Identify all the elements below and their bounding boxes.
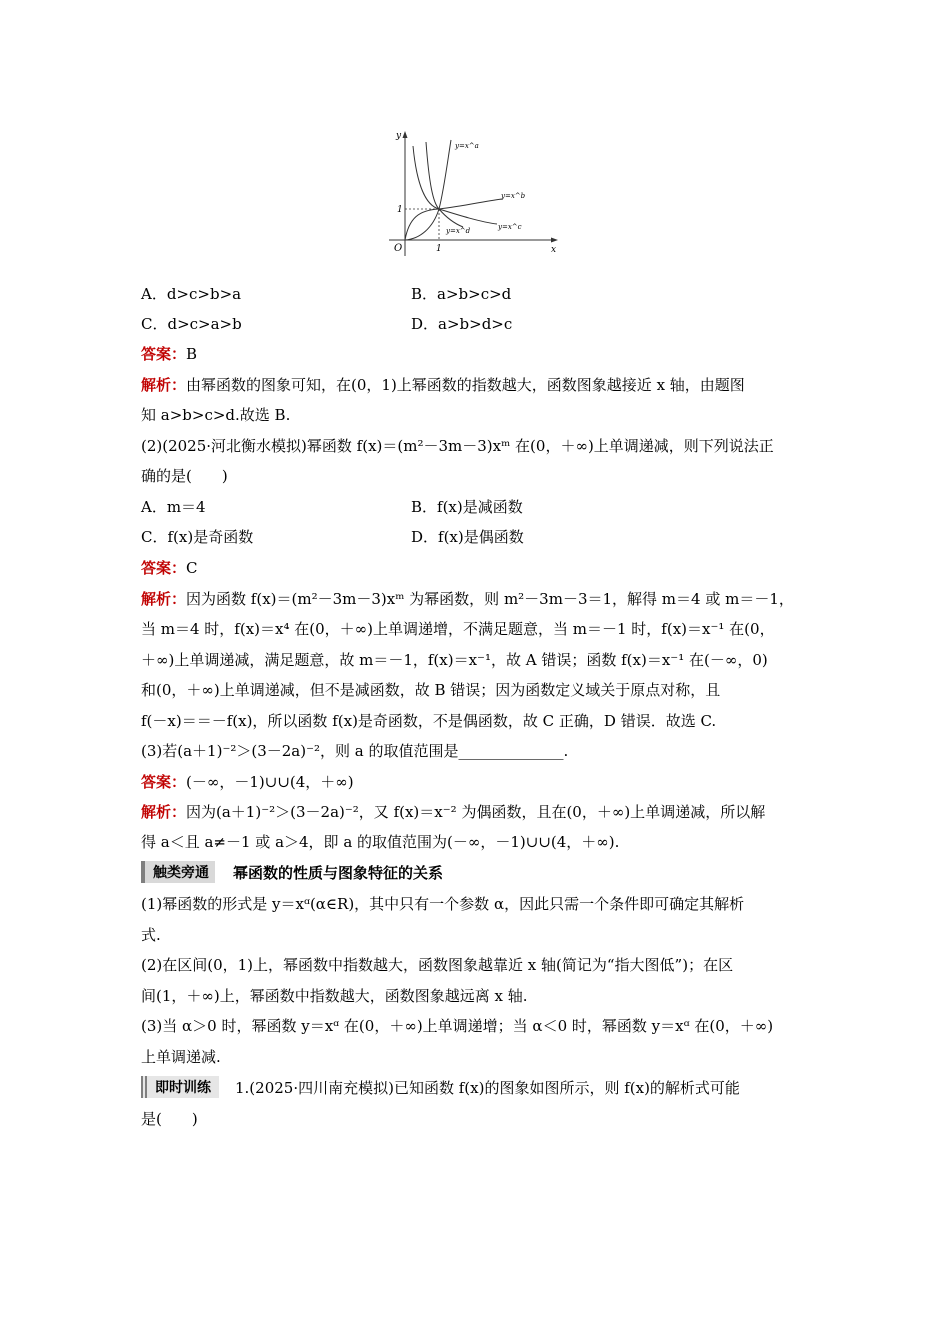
q2-analysis-4: 和(0，＋∞)上单调递减，但不是减函数，故 B 错误；因为函数定义域关于原点对称，且 [141,681,721,699]
q3-analysis-2: 得 a＜且 a≠－1 或 a＞4，即 a 的取值范围为(－∞，－1)∪∪(4，＋∞). [141,833,620,851]
summary-p3-2: 上单调递减. [141,1048,221,1066]
answer-value: B [186,345,198,363]
q1-option-b: B．a>b>c>d [411,285,512,303]
answer-value: (－∞，－1)∪∪(4，＋∞) [186,773,354,791]
summary-p1-1: (1)幂函数的形式是 y＝xᵅ(α∈R)，其中只有一个参数 α，因此只需一个条件即可确定其解析 [141,895,745,913]
q2-analysis-2: 当 m＝4 时，f(x)＝x⁴ 在(0，＋∞)上单调递增，不满足题意，当 m＝－1 时，f(x)＝x⁻¹ 在(0， [141,620,775,638]
curve-d-label: y=x^d [446,227,471,235]
summary-heading [141,861,443,883]
analysis-label: 解析： [141,590,187,608]
q2-analysis-3: ＋∞)上单调递减，满足题意，故 m＝－1，f(x)＝x⁻¹，故 A 错误；函数 f(x)＝x⁻¹ 在(－∞，0) [141,651,768,669]
q2-option-d: D．f(x)是偶函数 [411,528,524,546]
analysis-text: 因为函数 f(x)＝(m²－3m－3)xᵐ 为幂函数，则 m²－3m－3＝1，解得 m＝4 或 m＝－1， [186,590,794,608]
q2-answer [141,557,198,579]
q2-stem-2: 确的是( ) [141,467,228,485]
q1-analysis-1 [141,374,745,396]
summary-title: 幂函数的性质与图象特征的关系 [233,863,444,882]
answer-label: 答案： [141,559,187,577]
analysis-label: 解析： [141,376,187,394]
x-axis-label: x [551,245,557,255]
practice-tag: 即时训练 [141,1076,219,1098]
summary-p2-2: 间(1，＋∞)上，幂函数中指数越大，函数图象越远离 x 轴. [141,987,528,1005]
summary-p3-1: (3)当 α＞0 时，幂函数 y＝xᵅ 在(0，＋∞)上单调递增；当 α＜0 时，幂函数 y＝xᵅ 在(0，＋∞) [141,1017,774,1035]
summary-p2-1: (2)在区间(0，1)上，幂函数中指数越大，函数图象越靠近 x 轴(简记为“指大图低”)；在区 [141,956,734,974]
q3-analysis-1 [141,801,765,823]
tick-one-x: 1 [436,244,442,254]
q2-option-b: B．f(x)是减函数 [411,498,523,516]
answer-label: 答案： [141,345,187,363]
curve-c-label: y=x^c [498,223,522,231]
origin-label: O [394,243,403,254]
q1-analysis-2: 知 a>b>c>d.故选 B. [141,406,291,424]
curve-a-label: y=x^a [455,142,479,150]
answer-value: C [186,559,198,577]
q1-option-a: A．d>c>b>a [141,285,242,303]
q2-stem-1: (2)(2025·河北衡水模拟)幂函数 f(x)＝(m²－3m－3)xᵐ 在(0，＋∞)上单调递减，则下列说法正 [141,437,774,455]
practice-q1-line2: 是( ) [141,1110,198,1128]
curve-b-label: y=x^b [501,192,526,200]
tick-one-y: 1 [397,205,403,215]
summary-tag: 触类旁通 [141,861,215,883]
q1-option-c: C．d>c>a>b [141,315,242,333]
q2-analysis-5: f(－x)＝＝－f(x)，所以函数 f(x)是奇函数，不是偶函数，故 C 正确，D 错误．故选 C. [141,712,717,730]
y-axis-label: y [396,131,402,141]
power-function-figure [385,128,565,260]
summary-p1-2: 式. [141,926,161,944]
answer-label: 答案： [141,773,187,791]
curve-c [413,146,497,224]
q2-analysis-1 [141,588,794,610]
analysis-text: 由幂函数的图象可知，在(0，1)上幂函数的指数越大，函数图象越接近 x 轴，由题图 [186,376,745,394]
curve-a [405,140,451,240]
analysis-label: 解析： [141,803,187,821]
practice-heading [141,1076,740,1098]
analysis-text: 因为(a＋1)⁻²＞(3－2a)⁻²，又 f(x)＝x⁻² 为偶函数，且在(0，＋∞)上单调递减，所以解 [186,803,766,821]
q2-option-a: A．m＝4 [141,498,206,516]
q2-option-c: C．f(x)是奇函数 [141,528,254,546]
practice-q1-line1: 1.(2025·四川南充模拟)已知函数 f(x)的图象如图所示，则 f(x)的解析式可能 [235,1078,740,1097]
q3-stem: (3)若(a＋1)⁻²＞(3－2a)⁻²，则 a 的取值范围是______________. [141,742,569,760]
q3-answer [141,771,354,793]
q1-option-d: D．a>b>d>c [411,315,513,333]
q1-answer [141,343,197,365]
